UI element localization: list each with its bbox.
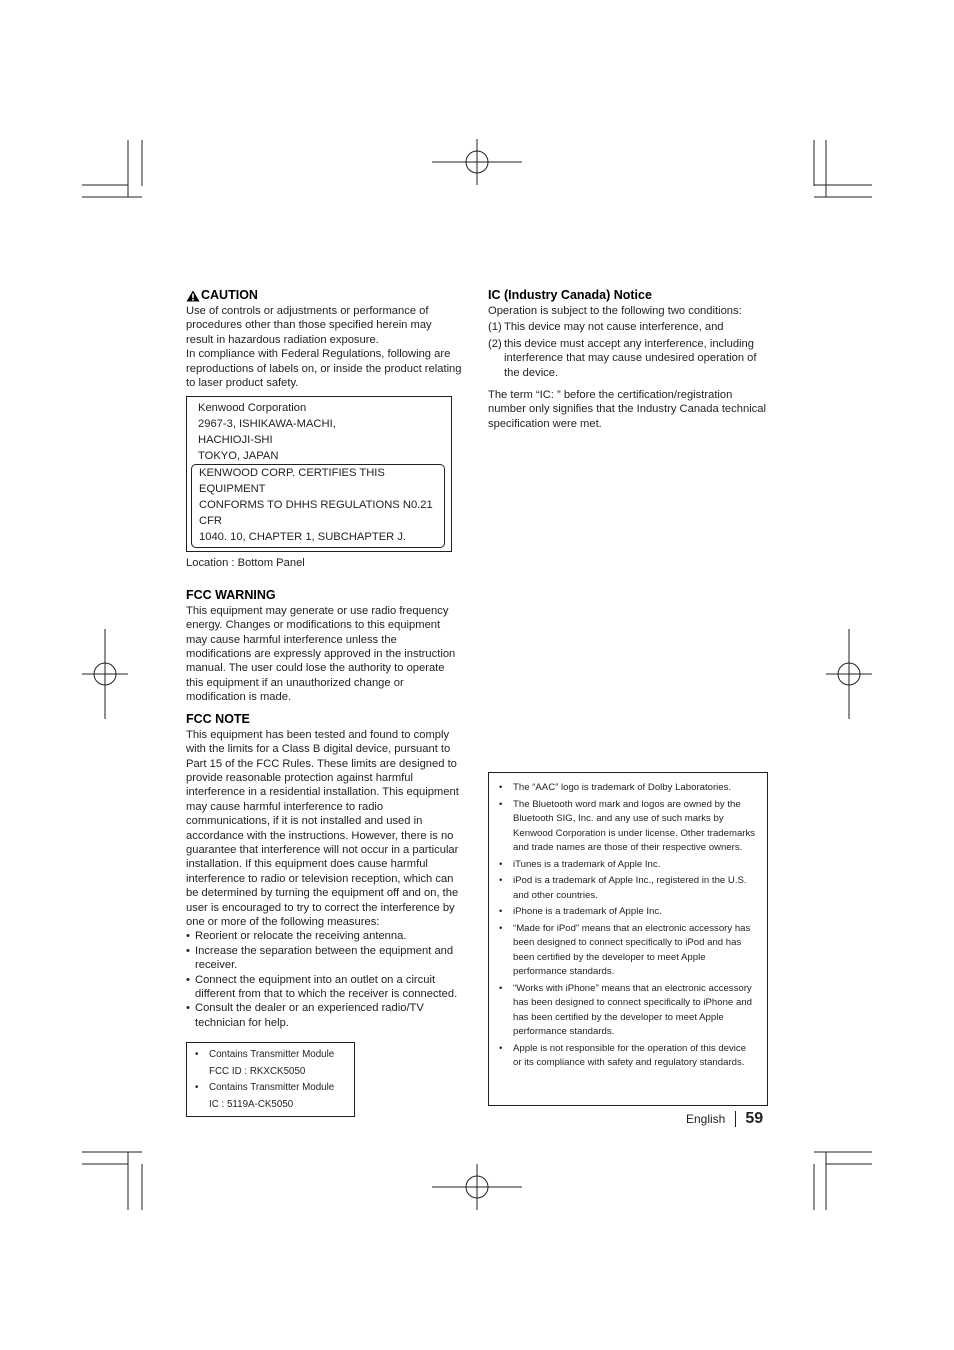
list-item: • iTunes is a trademark of Apple Inc. <box>499 858 757 873</box>
fcc-note-section <box>186 712 462 1031</box>
caution-heading <box>186 288 462 303</box>
caution-paragraph-2: In compliance with Federal Regulations, following are reproductions of labels on, or inside the product relating to laser product safety. <box>186 348 462 390</box>
module-line: IC : 5119A-CK5050 <box>209 1098 294 1110</box>
transmitter-module-box <box>186 1042 355 1117</box>
ic-conditions-list <box>488 320 770 380</box>
ic-term-note: The term “IC: ” before the certification/registration number only signifies that the Industry Canada technical specification were met. <box>488 389 766 430</box>
left-column <box>186 288 462 1117</box>
module-line: • Contains Transmitter Module <box>209 1049 335 1061</box>
warning-triangle-icon <box>186 290 200 302</box>
caution-heading-text: CAUTION <box>201 288 258 302</box>
condition-text: this device must accept any interference, including interference that may cause undesired operation of the device. <box>504 337 757 379</box>
certify-line: CONFORMS TO DHHS REGULATIONS N0.21 CFR <box>199 499 433 528</box>
laser-label-box <box>186 396 452 552</box>
list-item: • Apple is not responsible for the operation of this device or its compliance with safety and regulatory standards. <box>499 1042 757 1071</box>
list-item: • iPod is a trademark of Apple Inc., registered in the U.S. and other countries. <box>499 874 757 903</box>
label-line: TOKYO, JAPAN <box>198 450 279 463</box>
list-item: • Increase the separation between the equipment and receiver. <box>186 944 462 973</box>
list-item: • “Made for iPod” means that an electronic accessory has been designed to connect specifically to iPod and has been certified by the developer to meet Apple performance standards. <box>499 922 757 980</box>
fcc-warning-section <box>186 588 462 705</box>
certify-line: KENWOOD CORP. CERTIFIES THIS EQUIPMENT <box>199 467 385 496</box>
module-line: FCC ID : RKXCK5050 <box>209 1065 306 1077</box>
condition-number: (1) <box>488 321 502 334</box>
page-footer <box>686 1110 763 1128</box>
fcc-note-heading: FCC NOTE <box>186 711 250 726</box>
module-fcc-id <box>209 1047 350 1080</box>
label-line: Kenwood Corporation <box>198 402 307 415</box>
certify-line: 1040. 10, CHAPTER 1, SUBCHAPTER J. <box>199 531 407 544</box>
condition-number: (2) <box>488 337 502 350</box>
list-item: • Consult the dealer or an experienced radio/TV technician for help. <box>186 1001 462 1030</box>
list-item <box>488 320 770 334</box>
list-item: • “Works with iPhone” means that an electronic accessory has been designed to connect specifically to iPhone and has been certified by the developer to meet Apple performance standards. <box>499 982 757 1040</box>
caution-paragraph-1: Use of controls or adjustments or performance of procedures other than those specified herein may result in hazardous radiation exposure. <box>186 305 432 346</box>
footer-language: English <box>686 1112 726 1126</box>
condition-text: This device may not cause interference, and <box>504 321 724 334</box>
list-item: • Connect the equipment into an outlet on a circuit different from that to which the receiver is connected. <box>186 973 462 1002</box>
fcc-note-body: This equipment has been tested and found to comply with the limits for a Class B digital device, pursuant to Part 15 of the FCC Rules. These limits are designed to provide reasonable protection against harmful interference in a residential installation. This equipment may cause harmful interference to radio communications, if it is not installed and used in accordance with the instructions. However, there is no guarantee that interference will not occur in a particular installation. If this equipment does cause harmful interference to radio or television reception, which can be determined by turning the equipment off and on, the user is encouraged to try to correct the interference by one or more of the following measures: <box>186 728 459 928</box>
label-line: 2967-3, ISHIKAWA-MACHI, <box>198 418 336 431</box>
list-item <box>488 337 770 380</box>
module-ic-id <box>209 1080 350 1113</box>
footer-divider <box>735 1111 736 1127</box>
list-item: • Reorient or relocate the receiving antenna. <box>186 929 462 943</box>
certification-label <box>191 464 445 548</box>
list-item: • The Bluetooth word mark and logos are owned by the Bluetooth SIG, Inc. and any use of such marks by Kenwood Corporation is under license. Other trademarks and trade names are those of their respective owners. <box>499 798 757 856</box>
module-line: • Contains Transmitter Module <box>209 1082 335 1094</box>
list-item: • The “AAC” logo is trademark of Dolby Laboratories. <box>499 781 757 796</box>
page-number: 59 <box>745 1110 764 1127</box>
fcc-warning-heading: FCC WARNING <box>186 587 276 602</box>
ic-notice-heading: IC (Industry Canada) Notice <box>488 288 652 302</box>
fcc-warning-body: This equipment may generate or use radio frequency energy. Changes or modifications to this equipment may cause harmful interference unless the modifications are expressly approved in the instruction manual. The user could lose the authority to operate this equipment if an unauthorized change or modification is made. <box>186 604 456 704</box>
ic-notice-intro: Operation is subject to the following two conditions: <box>488 305 742 317</box>
label-line: HACHIOJI-SHI <box>198 434 273 447</box>
list-item: • iPhone is a trademark of Apple Inc. <box>499 905 757 920</box>
trademarks-box <box>488 772 768 1106</box>
label-location: Location : Bottom Panel <box>186 557 305 570</box>
fcc-measures-list <box>186 929 462 1030</box>
right-column <box>488 288 770 431</box>
